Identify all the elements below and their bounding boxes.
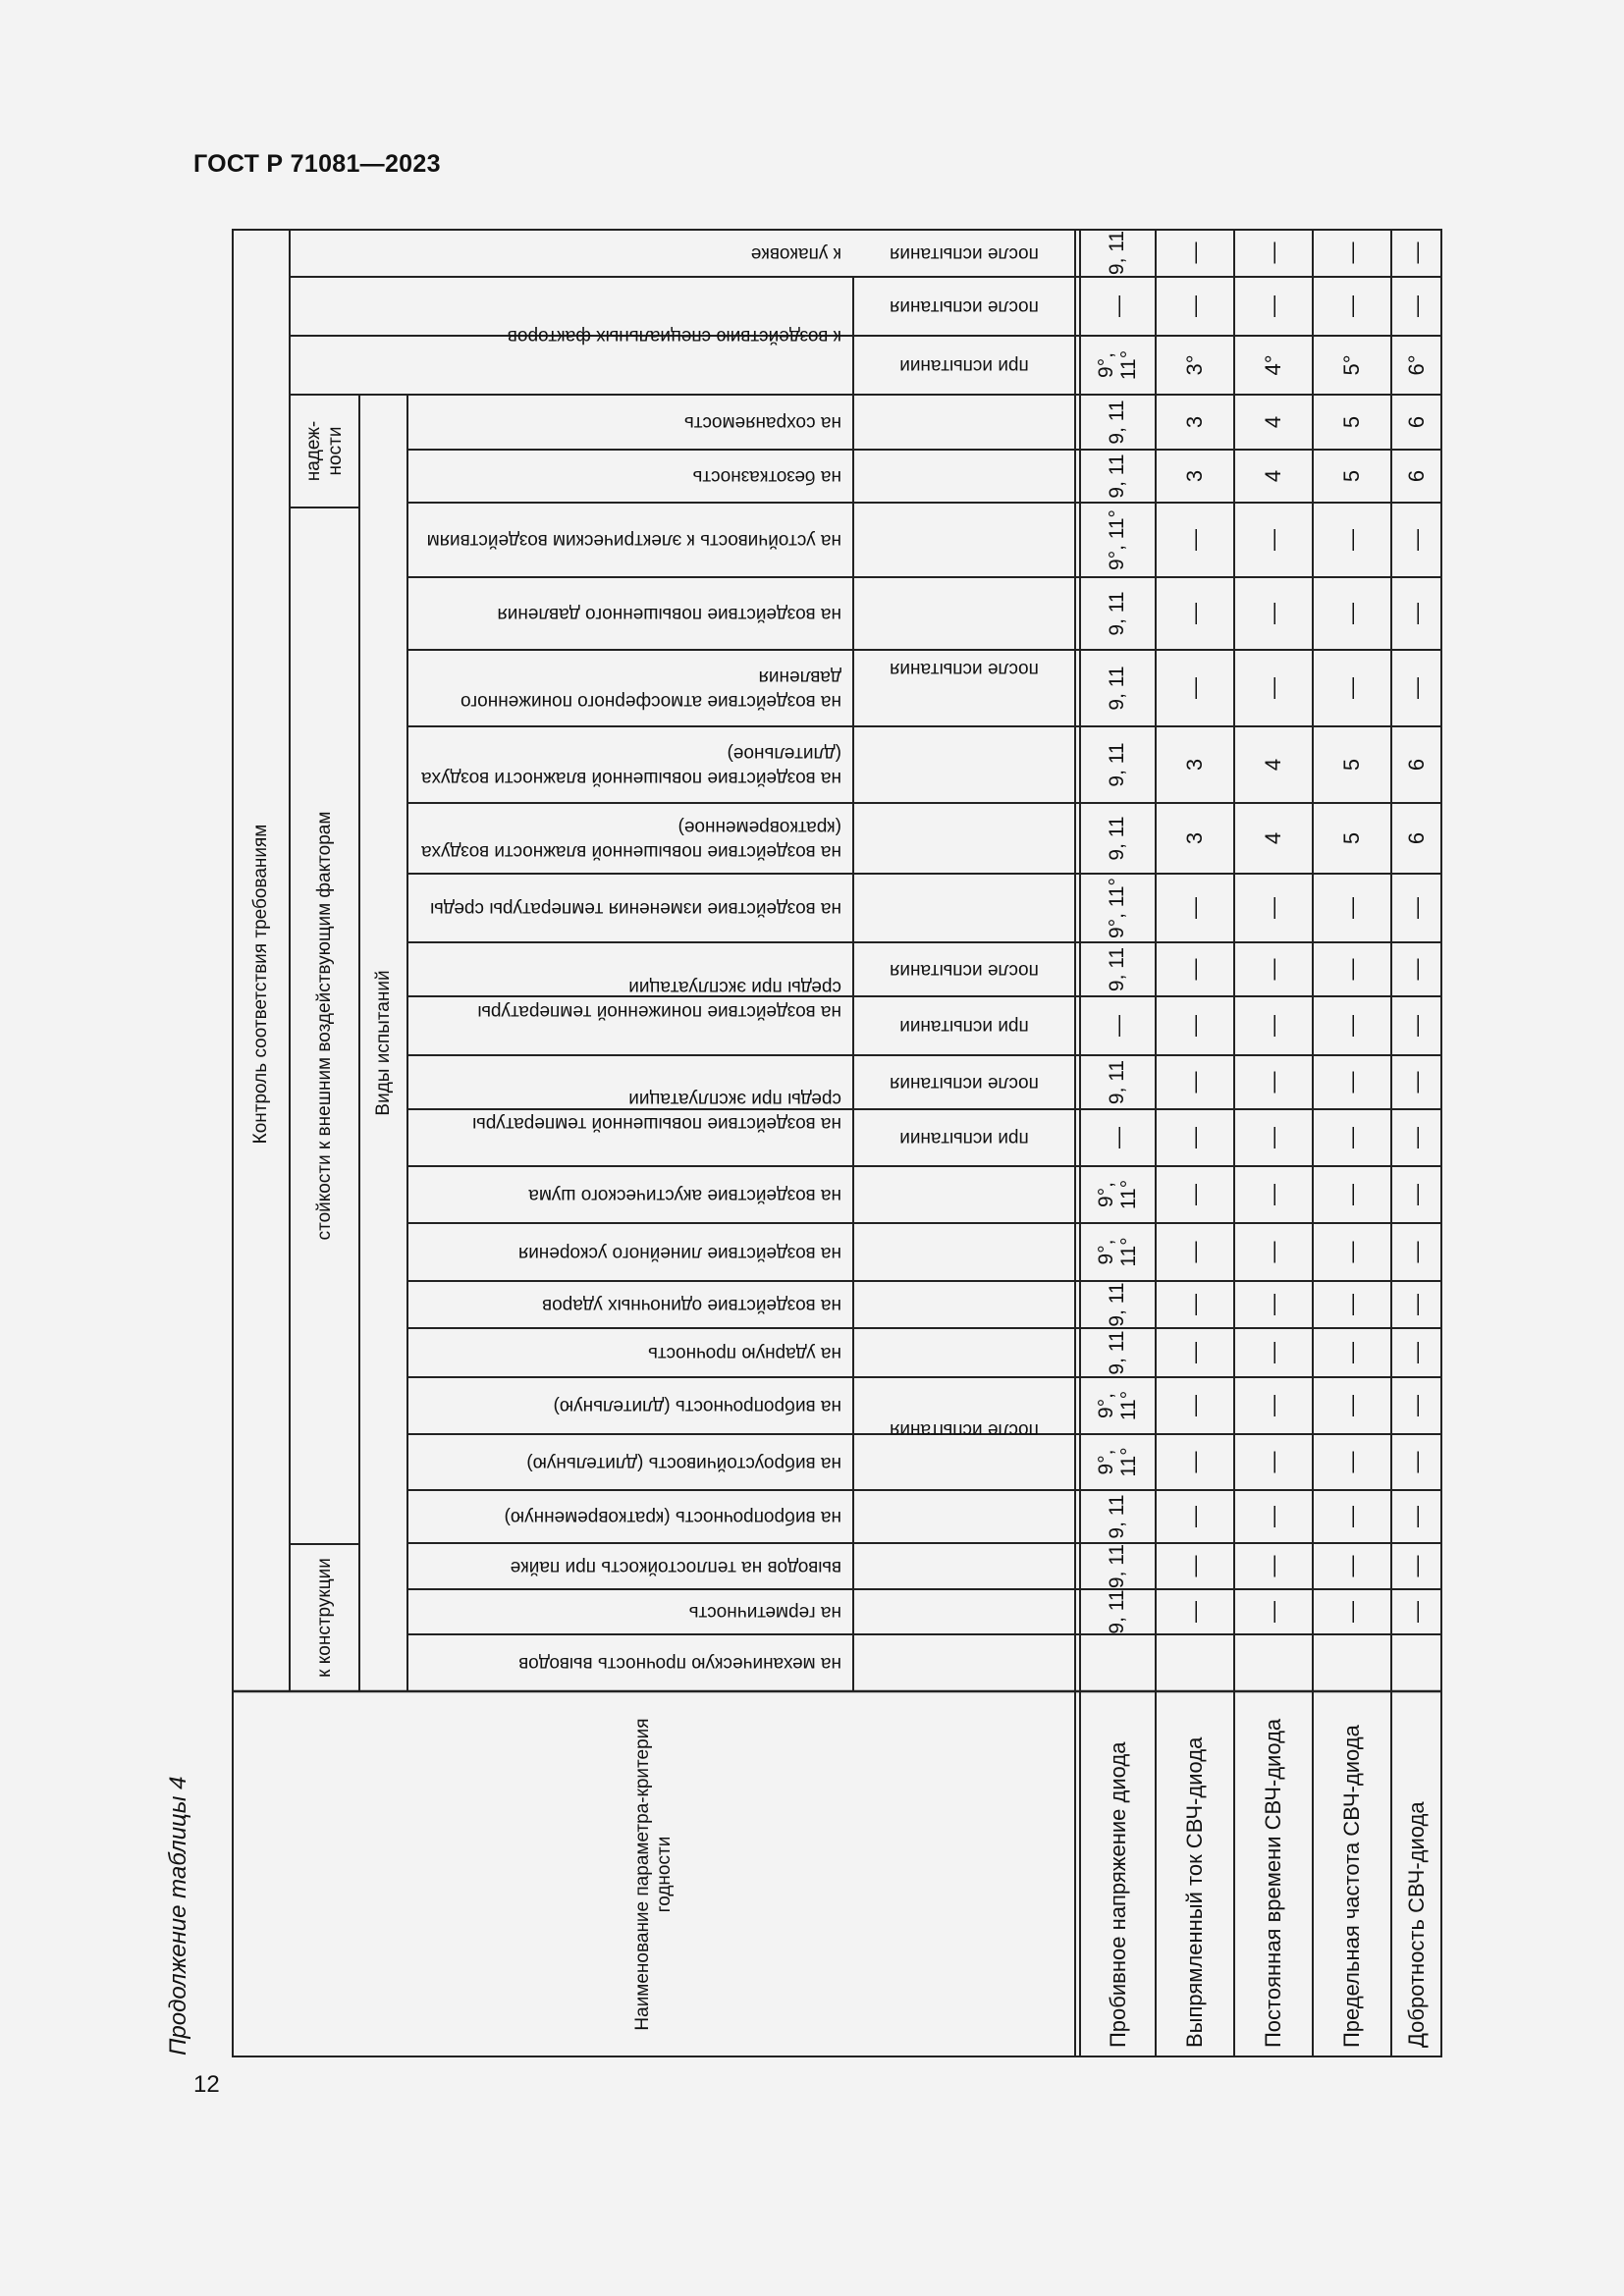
group-reliability: надеж-ности xyxy=(302,420,346,482)
value-cell: 9, 11 xyxy=(1106,1059,1129,1105)
parameter-name: Пробивное напряжение диода xyxy=(1105,1741,1130,2048)
value-cell: — xyxy=(1182,1127,1208,1148)
value-cell: 6° xyxy=(1404,354,1430,376)
test-name: к воздействию специальных факторов xyxy=(507,326,841,347)
test-name: на механическую прочность выводов xyxy=(518,1653,841,1675)
value-cell: — xyxy=(1261,603,1286,624)
parameter-name: Выпрямленный ток СВЧ-диода xyxy=(1182,1736,1208,2048)
value-cell: 9°, 11° xyxy=(1095,1237,1140,1267)
value-cell: 9, 11 xyxy=(1106,816,1129,861)
value-cell: — xyxy=(1261,897,1286,919)
value-cell: — xyxy=(1404,1601,1430,1623)
test-name: на воздействие одиночных ударов xyxy=(542,1295,841,1316)
value-cell: 9°, 11° xyxy=(1095,1390,1140,1421)
value-cell: — xyxy=(1339,1601,1365,1623)
value-cell: — xyxy=(1339,1506,1365,1527)
value-cell: — xyxy=(1105,295,1130,317)
value-cell: — xyxy=(1404,1184,1430,1205)
top-header: Контроль соответствия требованиям xyxy=(249,824,271,1145)
test-name: на безотказность xyxy=(692,466,841,488)
value-cell: — xyxy=(1404,1451,1430,1473)
value-cell: — xyxy=(1339,1241,1365,1263)
value-cell: — xyxy=(1404,897,1430,919)
value-cell: 9, 11 xyxy=(1106,230,1129,276)
value-cell: 9, 11 xyxy=(1106,400,1129,445)
value-cell: — xyxy=(1339,1555,1365,1577)
value-cell: — xyxy=(1339,529,1365,551)
value-cell: 6 xyxy=(1404,831,1430,845)
value-cell: — xyxy=(1339,1451,1365,1473)
test-name: на герметичность xyxy=(688,1602,841,1624)
value-cell: — xyxy=(1261,241,1286,264)
value-cell: 3° xyxy=(1182,354,1208,376)
value-cell: — xyxy=(1339,1294,1365,1315)
value-cell: — xyxy=(1261,1395,1286,1416)
value-cell: — xyxy=(1105,1015,1130,1037)
test-name: на воздействие атмосферного пониженного давления xyxy=(460,667,841,712)
group-resistance: стойкости к внешним воздействующим факторам xyxy=(313,811,335,1241)
value-cell: 4 xyxy=(1261,469,1286,483)
value-cell: — xyxy=(1404,603,1430,624)
value-cell: — xyxy=(1339,603,1365,624)
parameter-name: Добротность СВЧ-диода xyxy=(1404,1801,1430,2048)
value-cell: — xyxy=(1261,1184,1286,1205)
page-number: 12 xyxy=(193,2071,220,2098)
value-cell: — xyxy=(1182,1015,1208,1037)
param-column-header: Наименование параметра-критерия годности xyxy=(631,1718,675,2031)
value-cell: — xyxy=(1404,241,1430,264)
value-cell: 6 xyxy=(1404,469,1430,483)
value-cell: — xyxy=(1339,241,1365,264)
stage-label: при испытании xyxy=(899,1128,1029,1149)
value-cell: — xyxy=(1261,1127,1286,1148)
value-cell: 5° xyxy=(1339,354,1365,376)
value-cell: — xyxy=(1261,1015,1286,1037)
test-name: на воздействие изменения температуры среды xyxy=(430,898,841,920)
value-cell: 6 xyxy=(1404,415,1430,429)
value-cell: — xyxy=(1339,1015,1365,1037)
value-cell: 4 xyxy=(1261,831,1286,845)
value-cell: 3 xyxy=(1182,415,1208,429)
value-cell: — xyxy=(1404,529,1430,551)
value-cell: — xyxy=(1261,1071,1286,1094)
value-cell: — xyxy=(1261,295,1286,317)
value-cell: — xyxy=(1339,1395,1365,1416)
value-cell: — xyxy=(1339,1342,1365,1363)
value-cell: — xyxy=(1261,1555,1286,1577)
value-cell: 9, 11 xyxy=(1106,946,1129,992)
value-cell: — xyxy=(1182,1555,1208,1577)
value-cell: — xyxy=(1404,1555,1430,1577)
value-cell: — xyxy=(1404,1071,1430,1094)
stage-label: после испытания xyxy=(890,1072,1039,1094)
value-cell: 5 xyxy=(1339,469,1365,483)
value-cell: — xyxy=(1182,1071,1208,1094)
parameter-name: Предельная частота СВЧ-диода xyxy=(1339,1725,1365,2048)
value-cell: 9°, 11° xyxy=(1095,1179,1140,1210)
value-cell: — xyxy=(1261,1506,1286,1527)
test-name: на воздействие акустического шума xyxy=(528,1185,841,1206)
group-construction: к конструкции xyxy=(313,1558,335,1678)
value-cell: — xyxy=(1261,1241,1286,1263)
value-cell: 9, 11 xyxy=(1106,591,1129,636)
value-cell: — xyxy=(1182,1294,1208,1315)
test-name: на виброустойчивость (длительную) xyxy=(526,1452,841,1473)
test-name: на воздействие пониженной температуры среды при эксплуатации xyxy=(477,977,841,1023)
continuation-label: Продолжение таблицы 4 xyxy=(165,1776,191,2056)
stage-label: после испытания xyxy=(890,242,1039,264)
value-cell: — xyxy=(1105,1127,1130,1148)
value-cell: — xyxy=(1404,1506,1430,1527)
value-cell: 4° xyxy=(1261,354,1286,376)
kinds-of-tests: Виды испытаний xyxy=(372,970,394,1116)
value-cell: — xyxy=(1404,1241,1430,1263)
value-cell: — xyxy=(1182,295,1208,317)
stage-label: после испытания xyxy=(890,959,1039,981)
value-cell: — xyxy=(1261,529,1286,551)
value-cell: 9°, 11° xyxy=(1106,878,1129,938)
value-cell: 9, 11 xyxy=(1106,1494,1129,1539)
value-cell: — xyxy=(1404,1127,1430,1148)
value-cell: — xyxy=(1404,958,1430,981)
test-name: на ударную прочность xyxy=(647,1343,841,1364)
value-cell: — xyxy=(1261,1451,1286,1473)
test-name: на вибропрочность (кратковременную) xyxy=(504,1507,841,1528)
value-cell: — xyxy=(1404,1342,1430,1363)
value-cell: 9°, 11° xyxy=(1095,1447,1140,1477)
value-cell: 9°, 11° xyxy=(1095,349,1140,381)
test-name: на воздействие повышенной влажности воздуха (кратковременное) xyxy=(421,817,841,862)
value-cell: — xyxy=(1339,295,1365,317)
value-cell: — xyxy=(1404,295,1430,317)
value-cell: — xyxy=(1182,1451,1208,1473)
value-cell: — xyxy=(1339,1184,1365,1205)
test-name: на воздействие повышенной температуры среды при эксплуатации xyxy=(472,1089,841,1135)
value-cell: 5 xyxy=(1339,415,1365,429)
test-name: на устойчивость к электрическим воздействиям xyxy=(426,530,841,552)
value-cell: 9, 11 xyxy=(1106,666,1129,711)
value-cell: — xyxy=(1182,1184,1208,1205)
stage-label: при испытании xyxy=(899,1016,1029,1038)
test-name: на воздействие линейного ускорения xyxy=(517,1242,841,1263)
value-cell: — xyxy=(1404,1395,1430,1416)
value-cell: 4 xyxy=(1261,415,1286,429)
value-cell: 9°, 11° xyxy=(1106,509,1129,570)
value-cell: — xyxy=(1404,1294,1430,1315)
test-name: на сохраняемость xyxy=(683,412,841,434)
value-cell: 9, 11 xyxy=(1106,1589,1129,1634)
value-cell: — xyxy=(1182,1342,1208,1363)
value-cell: — xyxy=(1339,1071,1365,1094)
stage-label: после испытания xyxy=(890,1418,1039,1440)
value-cell: — xyxy=(1182,1601,1208,1623)
test-name: на вибропрочность (длительную) xyxy=(553,1396,841,1417)
value-cell: — xyxy=(1182,677,1208,699)
value-cell: — xyxy=(1404,677,1430,699)
value-cell: — xyxy=(1261,1342,1286,1363)
value-cell: — xyxy=(1261,677,1286,699)
value-cell: — xyxy=(1182,958,1208,981)
value-cell: 9, 11 xyxy=(1106,742,1129,787)
value-cell: 9, 11 xyxy=(1106,1282,1129,1327)
value-cell: 5 xyxy=(1339,758,1365,772)
value-cell: — xyxy=(1339,677,1365,699)
test-name: на воздействие повышенной влажности воздуха (длительное) xyxy=(421,743,841,788)
value-cell: — xyxy=(1182,1395,1208,1416)
value-cell: — xyxy=(1182,1506,1208,1527)
value-cell: — xyxy=(1182,529,1208,551)
value-cell: 9, 11 xyxy=(1106,1543,1129,1589)
doc-header: ГОСТ Р 71081—2023 xyxy=(193,150,441,178)
value-cell: — xyxy=(1182,241,1208,264)
stage-label: при испытании xyxy=(899,355,1029,377)
value-cell: 3 xyxy=(1182,758,1208,772)
value-cell: 4 xyxy=(1261,758,1286,772)
value-cell: — xyxy=(1182,1241,1208,1263)
test-name: к упаковке xyxy=(750,242,841,264)
test-name: выводов на теплостойкость при пайке xyxy=(510,1556,841,1577)
value-cell: 9, 11 xyxy=(1106,1330,1129,1375)
value-cell: — xyxy=(1261,958,1286,981)
value-cell: — xyxy=(1261,1601,1286,1623)
value-cell: 6 xyxy=(1404,758,1430,772)
parameter-name: Постоянная времени СВЧ-диода xyxy=(1261,1718,1286,2048)
value-cell: 9, 11 xyxy=(1106,454,1129,499)
value-cell: — xyxy=(1404,1015,1430,1037)
value-cell: — xyxy=(1182,603,1208,624)
value-cell: 3 xyxy=(1182,469,1208,483)
value-cell: 5 xyxy=(1339,831,1365,845)
value-cell: — xyxy=(1339,897,1365,919)
test-name: на воздействие повышенного давления xyxy=(497,604,841,625)
value-cell: — xyxy=(1261,1294,1286,1315)
value-cell: — xyxy=(1339,958,1365,981)
value-cell: 3 xyxy=(1182,831,1208,845)
value-cell: — xyxy=(1182,897,1208,919)
stage-label: после испытания xyxy=(890,296,1039,318)
value-cell: — xyxy=(1339,1127,1365,1148)
stage-label: после испытания xyxy=(890,659,1039,680)
